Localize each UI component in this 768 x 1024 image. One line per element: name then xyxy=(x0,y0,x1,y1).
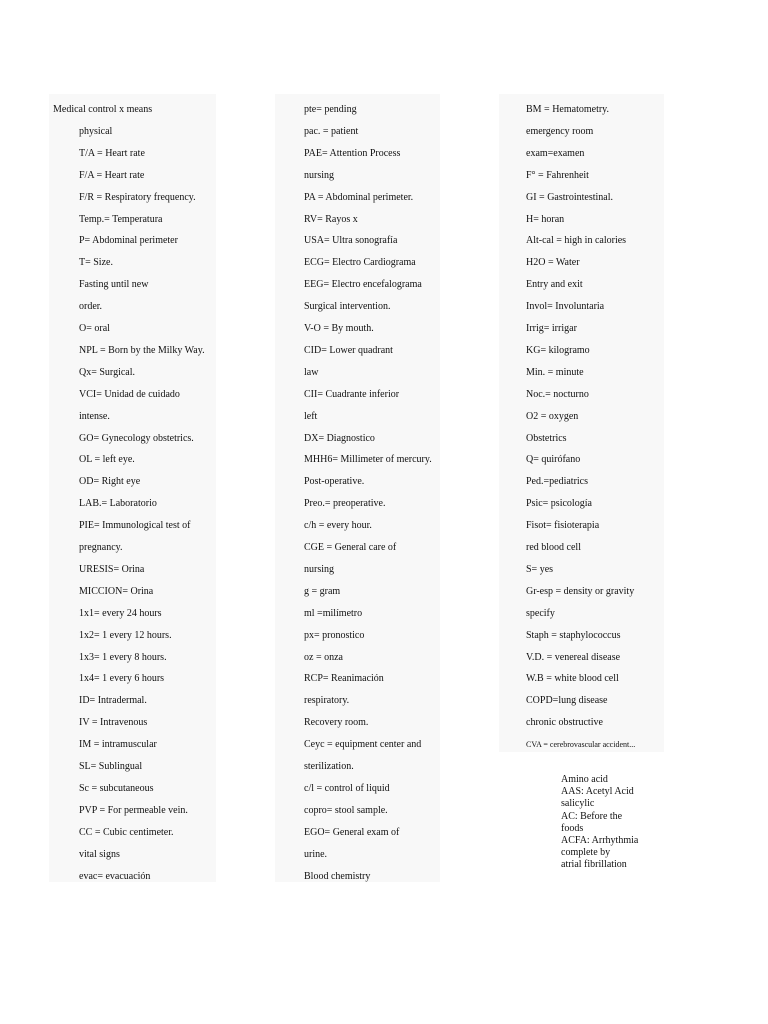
abbreviation-line: KG= kilogramo xyxy=(526,344,590,356)
column-3 xyxy=(499,94,664,752)
abbreviation-line: intense. xyxy=(79,410,110,422)
abbreviation-line: law xyxy=(304,366,319,378)
abbreviation-line: RCP= Reanimación xyxy=(304,673,384,685)
abbreviation-line: px= pronostico xyxy=(304,629,365,641)
column-2 xyxy=(275,94,440,882)
abbreviation-line: c/h = every hour. xyxy=(304,520,372,532)
abbreviation-line: LAB.= Laboratorio xyxy=(79,498,157,510)
abbreviation-line: Invol= Involuntaria xyxy=(526,301,605,313)
abbreviation-line: left xyxy=(304,410,318,422)
abbreviation-line: Q= quirófano xyxy=(526,454,581,466)
abbreviation-line: Psic= psicología xyxy=(526,498,592,510)
abbreviation-line: red blood cell xyxy=(526,542,581,553)
abbreviation-line: GI = Gastrointestinal. xyxy=(526,191,614,203)
abbreviation-line: URESIS= Orina xyxy=(79,563,145,575)
abbreviation-line: T= Size. xyxy=(79,257,113,269)
abbreviation-line: Fasting until new xyxy=(79,279,149,291)
abbreviation-line: VCI= Unidad de cuidado xyxy=(79,388,180,400)
abbreviation-line: Recovery room. xyxy=(304,717,369,729)
abbreviation-line: Sc = subcutaneous xyxy=(79,782,154,794)
note-line: complete by xyxy=(561,847,611,859)
abbreviation-line: H= horan xyxy=(526,213,565,225)
abbreviation-line: oz = onza xyxy=(304,651,343,663)
abbreviation-line: MICCION= Orina xyxy=(79,585,154,597)
abbreviation-line: ECG= Electro Cardiograma xyxy=(304,257,416,269)
abbreviation-line: Min. = minute xyxy=(526,366,584,378)
note-line: AAS: Acetyl Acid xyxy=(561,786,634,798)
abbreviation-line: 1x2= 1 every 12 hours. xyxy=(79,629,172,641)
abbreviation-line: Ped.=pediatrics xyxy=(526,476,589,488)
abbreviation-line: COPD=lung disease xyxy=(526,695,608,707)
abbreviation-line: PIE= Immunological test of xyxy=(79,520,191,532)
abbreviation-line: CID= Lower quadrant xyxy=(304,344,393,356)
abbreviation-line: PA = Abdominal perimeter. xyxy=(304,191,414,203)
abbreviation-line: 1x1= every 24 hours xyxy=(79,607,162,619)
abbreviation-line: T/A = Heart rate xyxy=(79,147,145,159)
abbreviation-line: Preo.= preoperative. xyxy=(304,498,386,510)
abbreviation-line: c/l = control of liquid xyxy=(304,782,390,794)
abbreviation-line: copro= stool sample. xyxy=(304,804,388,816)
abbreviation-line: Qx= Surgical. xyxy=(79,366,136,378)
abbreviation-line: CII= Cuadrante inferior xyxy=(304,388,400,400)
abbreviation-line: O= oral xyxy=(79,323,110,334)
abbreviation-line: W.B = white blood cell xyxy=(526,673,619,685)
abbreviation-line: Temp.= Temperatura xyxy=(79,213,163,225)
notes-block xyxy=(561,774,671,872)
abbreviation-line: vital signs xyxy=(79,848,120,860)
abbreviation-line: order. xyxy=(79,301,103,313)
note-line: ACFA: Arrhythmia xyxy=(561,835,639,847)
abbreviation-line: pte= pending xyxy=(304,104,357,115)
abbreviation-line: V.D. = venereal disease xyxy=(526,651,621,663)
note-line: AC: Before the xyxy=(561,810,623,822)
abbreviation-line: USA= Ultra sonografía xyxy=(304,235,398,247)
abbreviation-line: DX= Diagnostico xyxy=(304,432,375,444)
abbreviation-line: P= Abdominal perimeter xyxy=(79,235,178,247)
abbreviation-line: respiratory. xyxy=(304,695,350,707)
abbreviation-line: Irrig= irrigar xyxy=(526,323,577,334)
note-line: Amino acid xyxy=(561,774,608,785)
abbreviation-line: pregnancy. xyxy=(79,542,123,553)
abbreviation-line: PAE= Attention Process xyxy=(304,147,401,159)
abbreviation-line: Obstetrics xyxy=(526,432,567,444)
abbreviation-line: F/R = Respiratory frequency. xyxy=(79,191,196,203)
abbreviation-line: Post-operative. xyxy=(304,476,365,488)
abbreviation-line: Surgical intervention. xyxy=(304,301,391,313)
abbreviation-line: 1x3= 1 every 8 hours. xyxy=(79,651,167,663)
abbreviation-line: ID= Intradermal. xyxy=(79,695,147,707)
abbreviation-line: F° = Fahrenheit xyxy=(526,169,589,181)
abbreviation-line: Alt-cal = high in calories xyxy=(526,235,627,247)
abbreviation-line: pac. = patient xyxy=(304,125,359,137)
abbreviation-line: Blood chemistry xyxy=(304,870,371,882)
abbreviation-line: SL= Sublingual xyxy=(79,761,143,772)
abbreviation-line: emergency room xyxy=(526,125,594,137)
abbreviation-line: Entry and exit xyxy=(526,279,583,291)
abbreviation-line: H2O = Water xyxy=(526,257,580,269)
abbreviation-line: F/A = Heart rate xyxy=(79,169,145,181)
abbreviation-line: OL = left eye. xyxy=(79,454,135,466)
abbreviation-line: exam=examen xyxy=(526,147,585,159)
abbreviation-line: evac= evacuación xyxy=(79,870,151,882)
abbreviation-line: IV = Intravenous xyxy=(79,717,148,729)
abbreviation-line: Medical control x means xyxy=(53,104,153,115)
abbreviation-line: Ceyc = equipment center and xyxy=(304,739,422,751)
abbreviation-line: physical xyxy=(79,125,113,137)
abbreviation-line: nursing xyxy=(304,563,334,575)
abbreviation-line: V-O = By mouth. xyxy=(304,323,374,334)
abbreviation-line: Staph = staphylococcus xyxy=(526,629,621,641)
note-line: atrial fibrillation xyxy=(561,859,627,871)
abbreviation-line: Noc.= nocturno xyxy=(526,388,589,400)
abbreviation-line: g = gram xyxy=(304,585,341,597)
abbreviation-line: PVP = For permeable vein. xyxy=(79,804,188,816)
abbreviation-line: GO= Gynecology obstetrics. xyxy=(79,432,194,444)
abbreviation-line: Gr-esp = density or gravity xyxy=(526,585,635,597)
note-line: salicylic xyxy=(561,798,595,810)
abbreviation-line: Fisot= fisioterapia xyxy=(526,520,600,532)
abbreviation-line: CC = Cubic centimeter. xyxy=(79,826,174,838)
abbreviation-line: sterilization. xyxy=(304,761,354,772)
abbreviation-line: S= yes xyxy=(526,563,554,575)
abbreviation-line: O2 = oxygen xyxy=(526,410,579,422)
abbreviation-line: BM = Hematometry. xyxy=(526,104,610,115)
abbreviation-line: 1x4= 1 every 6 hours xyxy=(79,673,165,685)
abbreviation-line: EGO= General exam of xyxy=(304,826,400,838)
abbreviation-line: MHH6= Millimeter of mercury. xyxy=(304,454,432,466)
abbreviation-line: urine. xyxy=(304,848,328,860)
abbreviation-line: chronic obstructive xyxy=(526,717,603,729)
abbreviation-line: ml =milímetro xyxy=(304,607,363,619)
abbreviation-line: IM = intramuscular xyxy=(79,739,157,751)
abbreviation-line: OD= Right eye xyxy=(79,476,141,488)
abbreviation-line: nursing xyxy=(304,169,334,181)
abbreviation-line: CGE = General care of xyxy=(304,542,397,553)
abbreviation-line: EEG= Electro encefalograma xyxy=(304,279,422,291)
abbreviation-line: specify xyxy=(526,607,555,619)
abbreviation-line: RV= Rayos x xyxy=(304,213,358,225)
abbreviation-line: CVA = cerebrovascular accident... xyxy=(526,740,636,750)
abbreviation-line: NPL = Born by the Milky Way. xyxy=(79,344,205,356)
column-1 xyxy=(49,94,216,882)
note-line: foods xyxy=(561,822,584,834)
